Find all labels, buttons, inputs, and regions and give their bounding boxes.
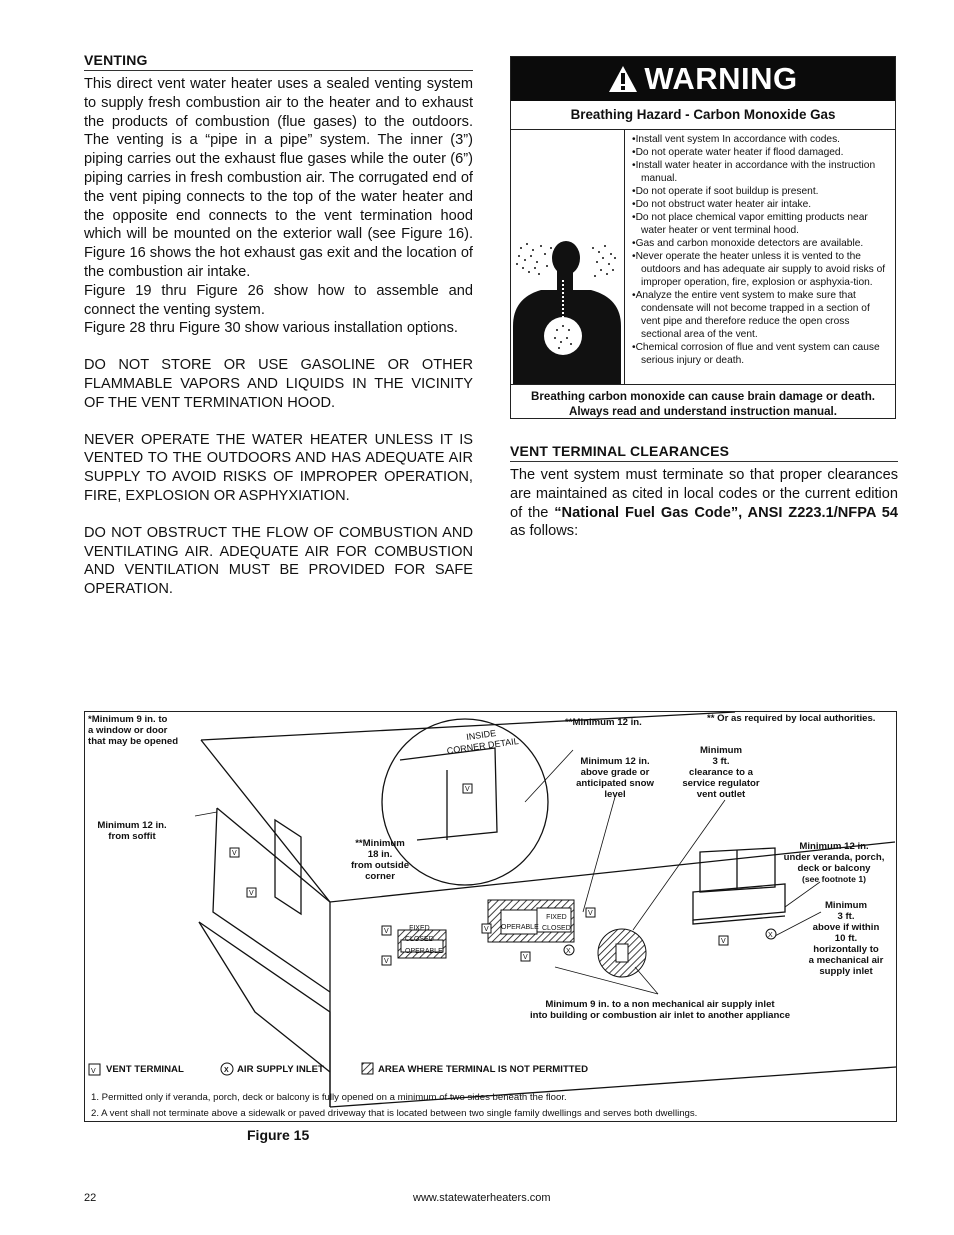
warning-item: • Do not obstruct water heater air intake. — [632, 198, 891, 211]
person-inhaling-gas-icon — [511, 130, 624, 384]
operation-caution: NEVER OPERATE THE WATER HEATER UNLESS IT IS VENTED TO THE OUTDOORS AND HAS ADEQUATE AIR SUPPLY TO AVOID RISKS OF IMPROPER OPERATION, FIRE, EXPLOSION OR ASPHYXIATION. — [84, 431, 473, 504]
svg-text:V: V — [484, 926, 489, 933]
clearances-heading: VENT TERMINAL CLEARANCES — [510, 443, 898, 462]
venting-heading: VENTING — [84, 52, 473, 71]
footnote-2: 2. A vent shall not terminate above a sidewalk or paved driveway that is located between two single family dwellings and serves both dwellings. — [91, 1108, 698, 1119]
breathing-hazard-pictogram — [511, 130, 625, 384]
clearances-text-b: as follows: — [510, 523, 579, 540]
svg-text:V: V — [523, 954, 528, 961]
code-reference: “National Fuel Gas Code”, ANSI Z223.1/NFPA 54 — [554, 504, 898, 521]
svg-text:V: V — [249, 890, 254, 897]
label-grade-clearance: Minimum 12 in. above grade or anticipated snow level — [576, 756, 654, 800]
obstruction-caution: DO NOT OBSTRUCT THE FLOW OF COMBUSTION AND VENTILATING AIR. ADEQUATE AIR FOR COMBUSTION AND VENTILATION MUST BE PROVIDED FOR SAFE OPERATION. — [84, 524, 473, 598]
legend-air-inlet-glyph: X — [224, 1067, 229, 1074]
warning-box — [510, 56, 896, 419]
svg-text:X: X — [566, 948, 571, 955]
legend-air-supply-inlet: AIR SUPPLY INLET — [237, 1064, 324, 1075]
page-number: 22 — [84, 1192, 97, 1204]
warning-footer-line-2: Always read and understand instruction manual. — [569, 405, 837, 418]
label-minimum-12-top: **Minimum 12 in. — [565, 717, 642, 728]
label-veranda-clearance: Minimum 12 in. under veranda, porch, deck or balcony — [783, 841, 885, 874]
svg-text:V: V — [588, 910, 593, 917]
clearances-text-a: The vent system must terminate so that proper clearances are maintained as cited in local codes or the current edition of the — [510, 467, 898, 521]
svg-text:X: X — [768, 932, 773, 939]
svg-text:V: V — [384, 928, 389, 935]
label-regulator-clearance: Minimum 3 ft. clearance to a service regulator vent outlet — [682, 745, 760, 800]
label-non-mechanical-inlet: Minimum 9 in. to a non mechanical air supply inlet into building or combustion air inlet to another appliance — [529, 999, 791, 1021]
venting-paragraph-2: Figure 19 thru Figure 26 show how to assemble and connect the venting system. — [84, 282, 473, 318]
warning-item: • Chemical corrosion of flue and vent system can cause serious injury or death. — [632, 341, 891, 367]
label-mechanical-air-inlet: Minimum 3 ft. above if within 10 ft. horizontally to a mechanical air supply inlet — [808, 900, 884, 977]
venting-paragraph-3: Figure 28 thru Figure 30 show various installation options. — [84, 320, 458, 337]
warning-header — [511, 57, 895, 101]
warning-item: • Install water heater in accordance with the instruction manual. — [632, 159, 891, 185]
legend-vent-terminal: VENT TERMINAL — [106, 1064, 184, 1075]
svg-text:V: V — [465, 786, 470, 793]
footnote-1: 1. Permitted only if veranda, porch, deck or balcony is fully opened on a minimum of two sides beneath the floor. — [91, 1092, 567, 1103]
label-footnote-1: (see footnote 1) — [802, 874, 866, 884]
warning-triangle-icon — [608, 65, 638, 93]
legend-vent-glyph: V — [91, 1068, 96, 1075]
venting-paragraph-1: This direct vent water heater uses a sealed venting system to supply fresh combustion air to the heater and to exhaust the products of combustion (flue gases) to the outdoors. The venting is a “pipe in a pipe” system. The inner (3”) piping carries out the exhaust flue gases while the outer (6”) piping carries in fresh combustion air. The corrugated end of the vent piping connects to the top of the water heater and the opposite end connects to the vent termination hood which will be mounted on the exterior wall (see Figure 16). Figure 16 shows the hot exhaust gas exit and the location of the combustion air intake. — [84, 76, 473, 280]
label-soffit-clearance: Minimum 12 in. from soffit — [97, 820, 167, 842]
label-window-clearance: *Minimum 9 in. to a window or door that may be opened — [88, 714, 179, 747]
clearances-section — [510, 443, 898, 541]
figure-15 — [84, 711, 897, 1122]
label-outside-corner: **Minimum 18 in. from outside corner — [350, 838, 410, 882]
warning-item: • Do not place chemical vapor emitting products near water heater or vent terminal hood. — [632, 211, 891, 237]
label-inside-corner-detail: INSIDE CORNER DETAIL — [446, 728, 520, 756]
warning-item: • Do not operate if soot buildup is present. — [632, 185, 891, 198]
warning-item: • Install vent system In accordance with codes. — [632, 133, 891, 146]
gasoline-caution: DO NOT STORE OR USE GASOLINE OR OTHER FLAMMABLE VAPORS AND LIQUIDS IN THE VICINITY OF THE VENT TERMINATION HOOD. — [84, 357, 473, 411]
footer-url: www.statewaterheaters.com — [413, 1192, 551, 1204]
warning-list — [625, 130, 895, 384]
label-local-authorities: ** Or as required by local authorities. — [707, 713, 876, 724]
legend-not-permitted-area: AREA WHERE TERMINAL IS NOT PERMITTED — [378, 1064, 588, 1075]
figure-caption: Figure 15 — [247, 1127, 310, 1143]
svg-text:V: V — [384, 958, 389, 965]
window-operable: OPERABLE — [405, 948, 443, 955]
warning-item: • Gas and carbon monoxide detectors are available. — [632, 237, 891, 250]
venting-section — [84, 52, 473, 599]
house-clearance-diagram — [85, 712, 896, 1121]
clearances-paragraph — [510, 466, 898, 541]
warning-subtitle: Breathing Hazard - Carbon Monoxide Gas — [511, 101, 895, 130]
warning-item: • Never operate the heater unless it is vented to the outdoors and has adequate air supply to avoid risks of improper operation, fire, explosion or asphyxia-tion. — [632, 250, 891, 289]
warning-footer-line-1: Breathing carbon monoxide can cause brain damage or death. — [530, 390, 876, 403]
svg-text:V: V — [232, 850, 237, 857]
svg-text:V: V — [721, 938, 726, 945]
warning-title: WARNING — [644, 61, 798, 96]
warning-footer — [511, 385, 895, 419]
window-fixed-closed: FIXED CLOSED — [405, 925, 434, 943]
window-operable-2: OPERABLE — [501, 924, 539, 931]
warning-item: • Do not operate water heater if flood damaged. — [632, 146, 891, 159]
warning-item: • Analyze the entire vent system to make sure that condensate will not become trapped in a section of vent pipe and therefore reduce the open cross sectional area of the vent. — [632, 289, 891, 341]
window-fixed-closed-2: FIXED CLOSED — [542, 914, 571, 932]
